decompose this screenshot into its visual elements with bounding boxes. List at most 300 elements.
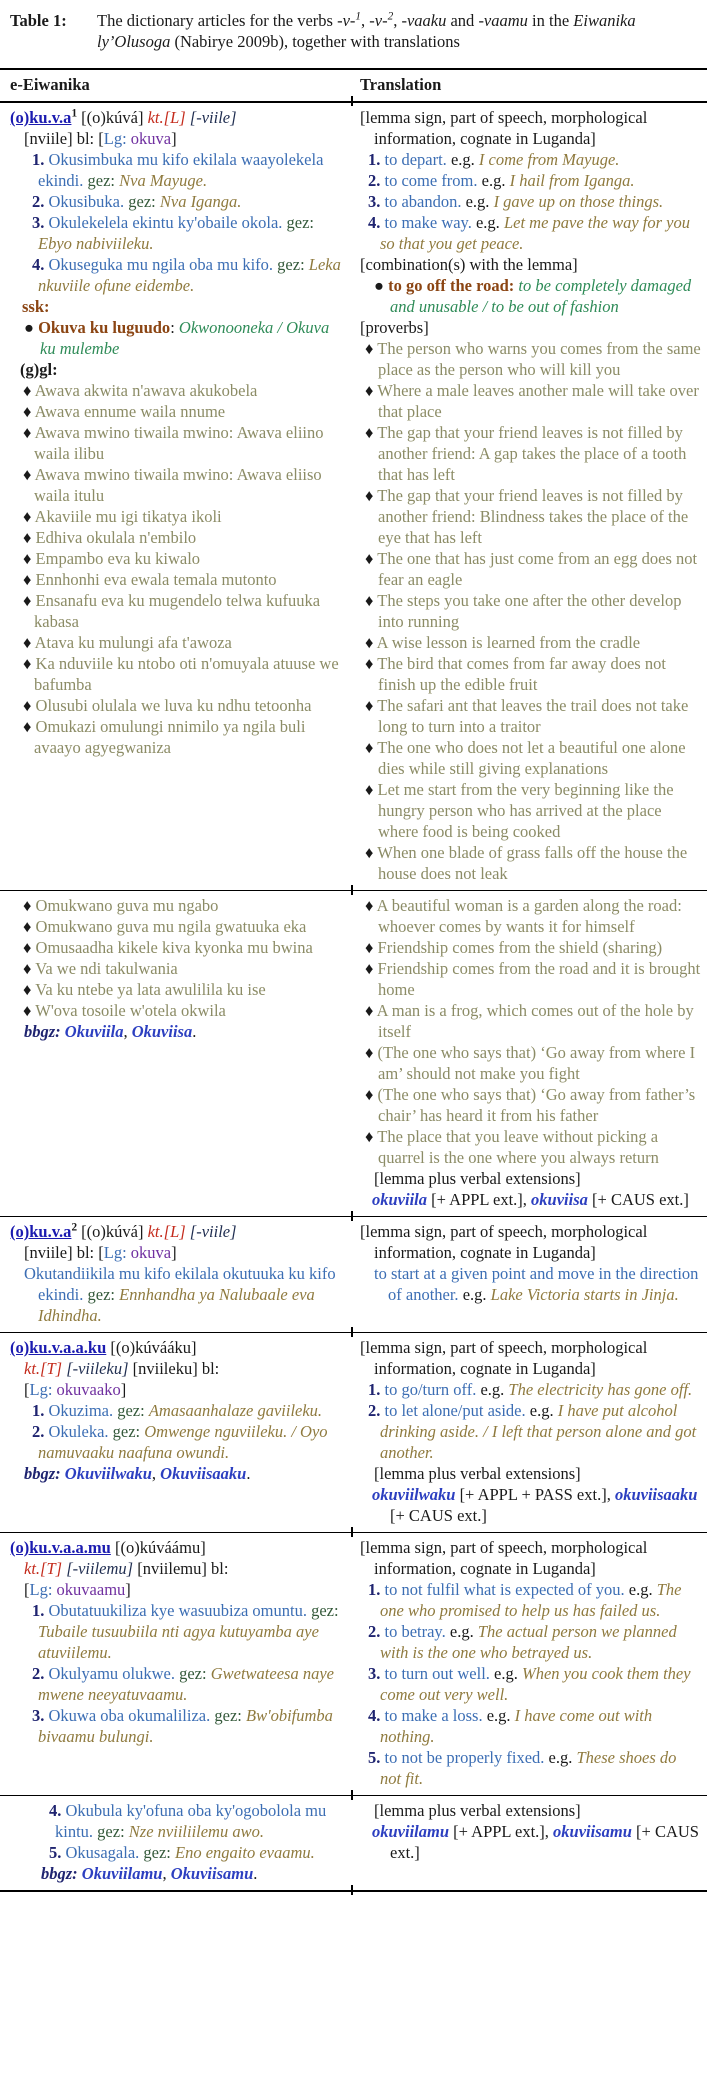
text-run-ex: Nva Mayuge. bbox=[119, 171, 208, 190]
text-run-cdef: Okwonooneka / Okuva ku mulembe bbox=[40, 318, 330, 358]
para-dia bbox=[10, 937, 346, 958]
table-row-6 bbox=[0, 1796, 707, 1890]
text-run-prov: The person who warns you comes from the same place as the person who will kill you bbox=[377, 339, 701, 379]
text-run-plain: [+ CAUS ext.] bbox=[390, 1506, 487, 1525]
text-run-num: 3. bbox=[368, 192, 385, 211]
text-run-def: to depart. bbox=[384, 150, 451, 169]
text-run-morph: [-viileku] bbox=[66, 1359, 129, 1378]
text-run-ex: Ennhandha ya Nalubaale eva Idhindha. bbox=[38, 1285, 315, 1325]
text-run-ex: I come from Mayuge. bbox=[478, 150, 620, 169]
text-run-plain: [nviilemu] bl: bbox=[133, 1559, 229, 1578]
column-header-eiwanika: e-Eiwanika bbox=[10, 75, 90, 94]
text-run-def: Okulyamu olukwe. bbox=[48, 1664, 180, 1683]
text-run-pos: kt.[T] bbox=[24, 1359, 63, 1378]
text-run-vext: okuviilwaku bbox=[372, 1485, 456, 1504]
text-run-prov: Omusaadha kikele kiva kyonka mu bwina bbox=[35, 938, 313, 957]
text-run-prov: Awava mwino tiwaila mwino: Awava eliino waila ilibu bbox=[34, 423, 324, 463]
text-run-morph: [-viilemu] bbox=[66, 1559, 134, 1578]
text-run-vext: okuviisaaku bbox=[614, 1485, 698, 1504]
text-run-dia: ♦ bbox=[23, 654, 36, 673]
para-cont bbox=[10, 1263, 346, 1326]
text-run-lgl: Lg: bbox=[29, 1380, 53, 1399]
text-run-def: Okutandiikila mu kifo ekilala okutuuka ku kifo ekindi. bbox=[24, 1264, 336, 1304]
text-run-cap: , bbox=[361, 11, 370, 30]
table-caption-label: Table 1: bbox=[10, 11, 67, 30]
text-run-prov: Friendship comes from the shield (sharing) bbox=[377, 938, 663, 957]
text-run-prov: Empambo eva ku kiwalo bbox=[35, 549, 201, 568]
text-run-dia: ♦ bbox=[23, 980, 36, 999]
text-run-eg: e.g. bbox=[628, 1580, 657, 1599]
text-run-num: 2. bbox=[32, 1422, 49, 1441]
text-run-prov: (The one who says that) ‘Go away from where I am’ should not make you fight bbox=[377, 1043, 696, 1083]
text-run-vext: okuviilamu bbox=[372, 1822, 450, 1841]
para-num bbox=[10, 1663, 346, 1705]
text-run-def: to not be properly fixed. bbox=[384, 1748, 549, 1767]
text-run-eg: e.g. bbox=[449, 1622, 478, 1641]
text-run-sup: 2 bbox=[71, 1221, 78, 1234]
text-run-ex: I gave up on those things. bbox=[493, 192, 664, 211]
text-run-gez: gez: bbox=[286, 213, 315, 232]
text-run-plain: [ bbox=[24, 1580, 30, 1599]
text-run-prov: Awava mwino tiwaila mwino: Awava eliiso waila itulu bbox=[34, 465, 322, 505]
eiwanika-cell bbox=[0, 1217, 352, 1332]
text-run-plain: [+ APPL ext.], bbox=[449, 1822, 554, 1841]
para-brk2 bbox=[360, 1463, 701, 1484]
lemma-okuva-2 bbox=[10, 1221, 346, 1242]
para-sub bbox=[10, 1579, 346, 1600]
text-run-prov: Olusubi olulala we luva ku ndhu tetoonha bbox=[35, 696, 312, 715]
text-run-dia: ♦ bbox=[23, 959, 36, 978]
text-run-capit: -v- bbox=[369, 11, 388, 30]
text-run-def: Obutatuukiliza kye wasuubiza omuntu. bbox=[48, 1601, 312, 1620]
text-run-num: 1. bbox=[368, 1380, 385, 1399]
text-run-eg: e.g. bbox=[475, 213, 504, 232]
para-dia bbox=[10, 569, 346, 590]
para-brk bbox=[360, 1337, 701, 1379]
para-num bbox=[360, 1621, 701, 1663]
table-row-5 bbox=[0, 1533, 707, 1796]
para-brk2 bbox=[360, 1168, 701, 1189]
para-brk2 bbox=[360, 1800, 701, 1821]
text-run-num: 4. bbox=[49, 1801, 66, 1820]
column-header-translation: Translation bbox=[360, 75, 442, 94]
text-run-gez: gez: bbox=[214, 1706, 246, 1725]
text-run-prov: A beautiful woman is a garden along the road: whoever comes by wants it for himself bbox=[376, 896, 682, 936]
table-caption bbox=[0, 8, 707, 52]
text-run-dia: ♦ bbox=[365, 549, 378, 568]
para-bbgz bbox=[10, 1021, 346, 1042]
text-run-bbgz: bbgz: bbox=[24, 1464, 65, 1483]
text-run-eg: e.g. bbox=[486, 1706, 515, 1725]
para-dia bbox=[10, 548, 346, 569]
text-run-prov: The gap that your friend leaves is not filled by another friend: Blindness takes the place of the eye that has left bbox=[377, 486, 689, 547]
text-run-def: to come from. bbox=[384, 171, 482, 190]
text-run-vext: Okuviilwaku bbox=[64, 1464, 152, 1483]
para-num bbox=[10, 149, 346, 191]
table-row-4 bbox=[0, 1333, 707, 1533]
text-run-plain: ] bbox=[171, 129, 177, 148]
text-run-dia: ♦ bbox=[23, 465, 35, 484]
text-run-def: Okusagala. bbox=[65, 1843, 144, 1862]
eiwanika-cell bbox=[0, 1533, 352, 1795]
text-run-plain: ] bbox=[171, 1243, 177, 1262]
text-run-plain: [(o)kúváámu] bbox=[110, 1538, 206, 1557]
text-run-prov: The safari ant that leaves the trail does not take long to turn into a traitor bbox=[377, 696, 689, 736]
para-dia bbox=[360, 842, 701, 884]
text-run-dia: ♦ bbox=[23, 570, 36, 589]
text-run-ex: When you cook them they come out very well. bbox=[380, 1664, 691, 1704]
para-num bbox=[10, 1400, 346, 1421]
text-run-eg: e.g. bbox=[481, 171, 510, 190]
para-dia bbox=[360, 937, 701, 958]
table-row-3 bbox=[0, 1217, 707, 1333]
text-run-prov: The one who does not let a beautiful one alone dies while still giving explanations bbox=[377, 738, 686, 778]
para-brk bbox=[360, 254, 701, 275]
text-run-dia: ♦ bbox=[23, 917, 36, 936]
para-dia bbox=[360, 653, 701, 695]
text-run-def: Okuleka. bbox=[48, 1422, 113, 1441]
text-run-dia: ● bbox=[24, 318, 39, 337]
table-header-row bbox=[0, 70, 707, 103]
text-run-plain: [lemma plus verbal extensions] bbox=[374, 1464, 581, 1483]
text-run-ex: Tubaile tusuubiila nti agya kutuyamba aye atuviilemu. bbox=[38, 1622, 319, 1662]
text-run-dia: ♦ bbox=[365, 654, 378, 673]
para-dia bbox=[360, 632, 701, 653]
text-run-prov: Edhiva okulala n'embilo bbox=[35, 528, 197, 547]
text-run-dia: ♦ bbox=[365, 843, 378, 862]
para-ext bbox=[360, 1484, 701, 1526]
text-run-plain: , bbox=[123, 1022, 132, 1041]
text-run-ex: Gwetwateesa naye mwene neeyatuvaamu. bbox=[38, 1664, 334, 1704]
text-run-dia: ♦ bbox=[23, 402, 35, 421]
text-run-gez: gez: bbox=[87, 171, 120, 190]
text-run-vext: Okuviisaaku bbox=[160, 1464, 247, 1483]
para-dia bbox=[10, 958, 346, 979]
text-run-plain: [+ CAUS ext.] bbox=[390, 1822, 699, 1862]
text-run-def: to go/turn off. bbox=[384, 1380, 481, 1399]
text-run-def: Okusibuka. bbox=[48, 192, 129, 211]
text-run-morph: [-viile] bbox=[189, 1222, 237, 1241]
para-sub bbox=[10, 1242, 346, 1263]
text-run-prov: When one blade of grass falls off the house the house does not leak bbox=[377, 843, 688, 883]
text-run-plain: [lemma plus verbal extensions] bbox=[374, 1801, 581, 1820]
text-run-cap: The dictionary articles for the verbs bbox=[97, 11, 338, 30]
text-run-prov: The gap that your friend leaves is not filled by another friend: A gap takes the place of a tooth that has left bbox=[377, 423, 687, 484]
translation-cell bbox=[352, 103, 707, 890]
para-bul bbox=[10, 317, 346, 359]
text-run-ex: The electricity has gone off. bbox=[508, 1380, 693, 1399]
text-run-plain: [lemma plus verbal extensions] bbox=[374, 1169, 581, 1188]
text-run-plain: [(o)kúvá] bbox=[77, 1222, 148, 1241]
para-cont bbox=[360, 1263, 701, 1305]
translation-cell bbox=[352, 1796, 707, 1890]
text-run-num: 2. bbox=[368, 1401, 385, 1420]
text-run-num: 2. bbox=[32, 1664, 49, 1683]
para-dia bbox=[10, 979, 346, 1000]
para-num bbox=[10, 1600, 346, 1663]
text-run-prov: Omukwano guva mu ngila gwatuuka eka bbox=[35, 917, 307, 936]
text-run-def: Okuseguka mu ngila oba mu kifo. bbox=[48, 255, 278, 274]
text-run-cap: (Nabirye 2009b), together with translations bbox=[170, 32, 460, 51]
text-run-prov: Va we ndi takulwania bbox=[35, 959, 178, 978]
text-run-plain: [combination(s) with the lemma] bbox=[360, 255, 578, 274]
text-run-def: to betray. bbox=[384, 1622, 450, 1641]
text-run-combo: Okuva ku luguudo bbox=[38, 318, 171, 337]
text-run-cap: , bbox=[393, 11, 402, 30]
para-dia bbox=[10, 695, 346, 716]
text-run-gez: gez: bbox=[87, 1285, 120, 1304]
text-run-ex: Leka nkuviile ofune eidembe. bbox=[38, 255, 341, 295]
para-dia bbox=[10, 916, 346, 937]
table-caption-text bbox=[97, 10, 697, 52]
para-dia bbox=[10, 1000, 346, 1021]
para-dia bbox=[360, 895, 701, 937]
text-run-plain: [+ APPL + PASS ext.], bbox=[455, 1485, 615, 1504]
text-run-pos: kt.[L] bbox=[147, 1222, 186, 1241]
text-run-num: 3. bbox=[368, 1664, 385, 1683]
para-dia bbox=[360, 1000, 701, 1042]
text-run-vext: Okuviisa bbox=[131, 1022, 193, 1041]
lemma-okuvaaku bbox=[10, 1337, 346, 1358]
text-run-plain: [nviileku] bl: bbox=[128, 1359, 220, 1378]
text-run-eg: e.g. bbox=[450, 150, 479, 169]
lemma-okuvaamu bbox=[10, 1537, 346, 1558]
text-run-ex: The one who promised to help us has failed us. bbox=[380, 1580, 682, 1620]
para-brk bbox=[360, 317, 701, 338]
text-run-num: 4. bbox=[32, 255, 49, 274]
para-num bbox=[360, 170, 701, 191]
text-run-capsup: 1 bbox=[355, 10, 362, 23]
para-dia bbox=[360, 485, 701, 548]
text-run-prov: Ennhonhi eva ewala temala mutonto bbox=[35, 570, 277, 589]
para-num bbox=[10, 1421, 346, 1463]
text-run-ex: I have come out with nothing. bbox=[380, 1706, 653, 1746]
text-run-vext: Okuviisamu bbox=[170, 1864, 254, 1883]
para-num bbox=[360, 212, 701, 254]
text-run-gez: gez: bbox=[128, 192, 160, 211]
text-run-def: to start at a given point and move in the direction of another. bbox=[374, 1264, 699, 1304]
text-run-vext: Okuviilamu bbox=[81, 1864, 163, 1883]
text-run-plain: [+ CAUS ext.] bbox=[587, 1190, 689, 1209]
para-dia bbox=[360, 590, 701, 632]
text-run-eg: e.g. bbox=[494, 1664, 522, 1683]
text-run-prov: Awava ennume waila nnume bbox=[34, 402, 226, 421]
text-run-prov: A wise lesson is learned from the cradle bbox=[376, 633, 641, 652]
translation-cell bbox=[352, 1333, 707, 1532]
para-bbgz bbox=[10, 1463, 346, 1484]
para-num bbox=[360, 191, 701, 212]
text-run-gez: gez: bbox=[311, 1601, 339, 1620]
text-run-prov: Awava akwita n'awava akukobela bbox=[34, 381, 258, 400]
para-num bbox=[27, 1842, 346, 1863]
text-run-ssk: ssk: bbox=[22, 297, 50, 316]
text-run-prov: The place that you leave without picking a quarrel is the one where you always return bbox=[377, 1127, 659, 1167]
text-run-prov: Akaviile mu igi tikatya ikoli bbox=[34, 507, 222, 526]
text-run-plain: [(o)kúvááku] bbox=[106, 1338, 197, 1357]
translation-cell bbox=[352, 891, 707, 1216]
text-run-lgl: Lg: bbox=[29, 1580, 53, 1599]
text-run-pos: kt.[T] bbox=[24, 1559, 63, 1578]
text-run-ex: Eno engaito evaamu. bbox=[175, 1843, 315, 1862]
dictionary-table bbox=[0, 68, 707, 1892]
text-run-ex: Lake Victoria starts in Jinja. bbox=[490, 1285, 679, 1304]
text-run-prov: Let me start from the very beginning like the hungry person who has arrived at the place where food is being cooked bbox=[377, 780, 674, 841]
text-run-eg: e.g. bbox=[465, 192, 494, 211]
text-run-prov: Friendship comes from the road and it is brought home bbox=[377, 959, 701, 999]
text-run-prov: Omukwano guva mu ngabo bbox=[35, 896, 219, 915]
text-run-dia: ♦ bbox=[23, 1001, 36, 1020]
text-run-plain: [+ APPL ext.], bbox=[427, 1190, 532, 1209]
text-run-prov: The one that has just come from an egg does not fear an eagle bbox=[377, 549, 698, 589]
text-run-plain: : bbox=[170, 318, 179, 337]
text-run-def: to make a loss. bbox=[384, 1706, 487, 1725]
text-run-plain: [lemma sign, part of speech, morphological information, cognate in Luganda] bbox=[360, 1338, 648, 1378]
text-run-def: to abandon. bbox=[384, 192, 466, 211]
text-run-plain: [lemma sign, part of speech, morphological information, cognate in Luganda] bbox=[360, 1222, 648, 1262]
text-run-num: 2. bbox=[368, 1622, 385, 1641]
para-sub bbox=[10, 1379, 346, 1400]
text-run-prov: The steps you take one after the other develop into running bbox=[377, 591, 682, 631]
text-run-plain: . bbox=[192, 1022, 197, 1041]
text-run-gez: gez: bbox=[143, 1843, 176, 1862]
para-dia bbox=[10, 895, 346, 916]
text-run-num: 1. bbox=[368, 150, 385, 169]
text-run-lemma: (o)ku.v.a.a.mu bbox=[10, 1538, 111, 1557]
text-run-capit: -v- bbox=[337, 11, 356, 30]
para-num bbox=[360, 1747, 701, 1789]
text-run-dia: ♦ bbox=[365, 339, 378, 358]
para-brk bbox=[360, 1221, 701, 1263]
text-run-ex: Let me pave the way for you so that you get peace. bbox=[380, 213, 690, 253]
text-run-prov: Va ku ntebe ya lata awulilila ku ise bbox=[35, 980, 266, 999]
text-run-gez: gez: bbox=[179, 1664, 211, 1683]
text-run-dia: ♦ bbox=[365, 959, 378, 978]
text-run-def: to turn out well. bbox=[384, 1664, 495, 1683]
text-run-prov: Where a male leaves another male will take over that place bbox=[377, 381, 699, 421]
text-run-prov: (The one who says that) ‘Go away from father’s chair’ has heard it from his father bbox=[377, 1085, 696, 1125]
text-run-combo: to go off the road: bbox=[388, 276, 519, 295]
text-run-dia: ♦ bbox=[365, 1043, 378, 1062]
text-run-num: 3. bbox=[32, 213, 49, 232]
text-run-cap: in the bbox=[527, 11, 574, 30]
text-run-dia: ♦ bbox=[365, 423, 378, 442]
para-dia bbox=[360, 380, 701, 422]
text-run-num: 4. bbox=[368, 213, 385, 232]
text-run-dia: ♦ bbox=[365, 738, 378, 757]
text-run-gez: gez: bbox=[277, 255, 309, 274]
para-num bbox=[10, 254, 346, 296]
text-run-capit: -vaamu bbox=[478, 11, 528, 30]
translation-cell bbox=[352, 1217, 707, 1332]
text-run-ggl: (g)gl: bbox=[20, 360, 58, 379]
text-run-dia: ♦ bbox=[365, 938, 378, 957]
para-num bbox=[360, 1400, 701, 1463]
text-run-plain: [nviile] bl: [ bbox=[24, 129, 104, 148]
text-run-dia: ♦ bbox=[23, 381, 35, 400]
text-run-dia: ♦ bbox=[23, 938, 36, 957]
text-run-ex: Ebyo nabiviileku. bbox=[38, 234, 154, 253]
text-run-prov: A man is a frog, which comes out of the hole by itself bbox=[376, 1001, 694, 1041]
text-run-def: Okuzima. bbox=[48, 1401, 118, 1420]
eiwanika-cell bbox=[0, 1796, 352, 1890]
text-run-num: 4. bbox=[368, 1706, 385, 1725]
text-run-dia: ♦ bbox=[365, 1127, 378, 1146]
text-run-lg: okuva bbox=[130, 1243, 172, 1262]
text-run-ex: Nva Iganga. bbox=[159, 192, 242, 211]
text-run-dia: ♦ bbox=[23, 423, 35, 442]
text-run-ex: Nze nviiliilemu awo. bbox=[128, 1822, 264, 1841]
para-ggl bbox=[10, 359, 346, 380]
text-run-lemma: (o)ku.v.a bbox=[10, 108, 72, 127]
text-run-eg: e.g. bbox=[462, 1285, 491, 1304]
text-run-dia: ♦ bbox=[365, 896, 377, 915]
text-run-prov: W'ova tosoile w'otela okwila bbox=[35, 1001, 226, 1020]
text-run-capsup: 2 bbox=[387, 10, 394, 23]
para-ssk bbox=[10, 296, 346, 317]
text-run-num: 1. bbox=[368, 1580, 385, 1599]
text-run-prov: Ensanafu eva ku mugendelo telwa kufuuka kabasa bbox=[34, 591, 321, 631]
para-dia bbox=[10, 464, 346, 506]
para-dia bbox=[10, 527, 346, 548]
text-run-plain: [lemma sign, part of speech, morphological information, cognate in Luganda] bbox=[360, 108, 648, 148]
table-row-2 bbox=[0, 891, 707, 1217]
para-num bbox=[10, 1705, 346, 1747]
eiwanika-cell bbox=[0, 1333, 352, 1532]
para-dia bbox=[360, 548, 701, 590]
eiwanika-cell bbox=[0, 103, 352, 890]
text-run-dia: ♦ bbox=[365, 381, 378, 400]
para-dia bbox=[360, 695, 701, 737]
text-run-num: 2. bbox=[368, 171, 385, 190]
text-run-dia: ♦ bbox=[23, 591, 36, 610]
text-run-lg: okuvaamu bbox=[56, 1580, 126, 1599]
text-run-lg: okuva bbox=[130, 129, 172, 148]
translation-cell bbox=[352, 1533, 707, 1795]
text-run-vext: Okuviila bbox=[64, 1022, 124, 1041]
text-run-ex: I hail from Iganga. bbox=[509, 171, 635, 190]
text-run-bbgz: bbgz: bbox=[41, 1864, 82, 1883]
text-run-dia: ♦ bbox=[23, 896, 36, 915]
text-run-dia: ♦ bbox=[23, 633, 35, 652]
para-sub bbox=[10, 128, 346, 149]
text-run-eg: e.g. bbox=[529, 1401, 558, 1420]
text-run-lg: okuvaako bbox=[56, 1380, 121, 1399]
text-run-dia: ● bbox=[374, 276, 389, 295]
para-num bbox=[10, 212, 346, 254]
table-row-1 bbox=[0, 103, 707, 891]
text-run-dia: ♦ bbox=[365, 1085, 378, 1104]
text-run-dia: ♦ bbox=[365, 486, 378, 505]
para-dia bbox=[360, 779, 701, 842]
text-run-dia: ♦ bbox=[365, 633, 377, 652]
para-dia bbox=[10, 401, 346, 422]
text-run-num: 2. bbox=[32, 192, 49, 211]
text-run-prov: Ka nduviile ku ntobo oti n'omuyala atuuse we bafumba bbox=[34, 654, 339, 694]
lemma-okuva-1 bbox=[10, 107, 346, 128]
text-run-def: Okulekelela ekintu ky'obaile okola. bbox=[48, 213, 287, 232]
para-dia bbox=[360, 1126, 701, 1168]
text-run-ex: Omwenge nguviileku. / Oyo namuvaaku naafuna owundi. bbox=[38, 1422, 328, 1462]
text-run-dia: ♦ bbox=[23, 528, 36, 547]
text-run-plain: , bbox=[151, 1464, 161, 1483]
text-run-dia: ♦ bbox=[365, 780, 378, 799]
para-sub bbox=[10, 1558, 346, 1579]
eiwanika-cell bbox=[0, 891, 352, 1216]
text-run-lemma: (o)ku.v.a bbox=[10, 1222, 72, 1241]
text-run-gez: gez: bbox=[117, 1401, 149, 1420]
text-run-cdef: to be completely damaged and unusable / to be out of fashion bbox=[390, 276, 692, 316]
text-run-capit: Eiwanika ly’Olusoga bbox=[97, 11, 636, 51]
